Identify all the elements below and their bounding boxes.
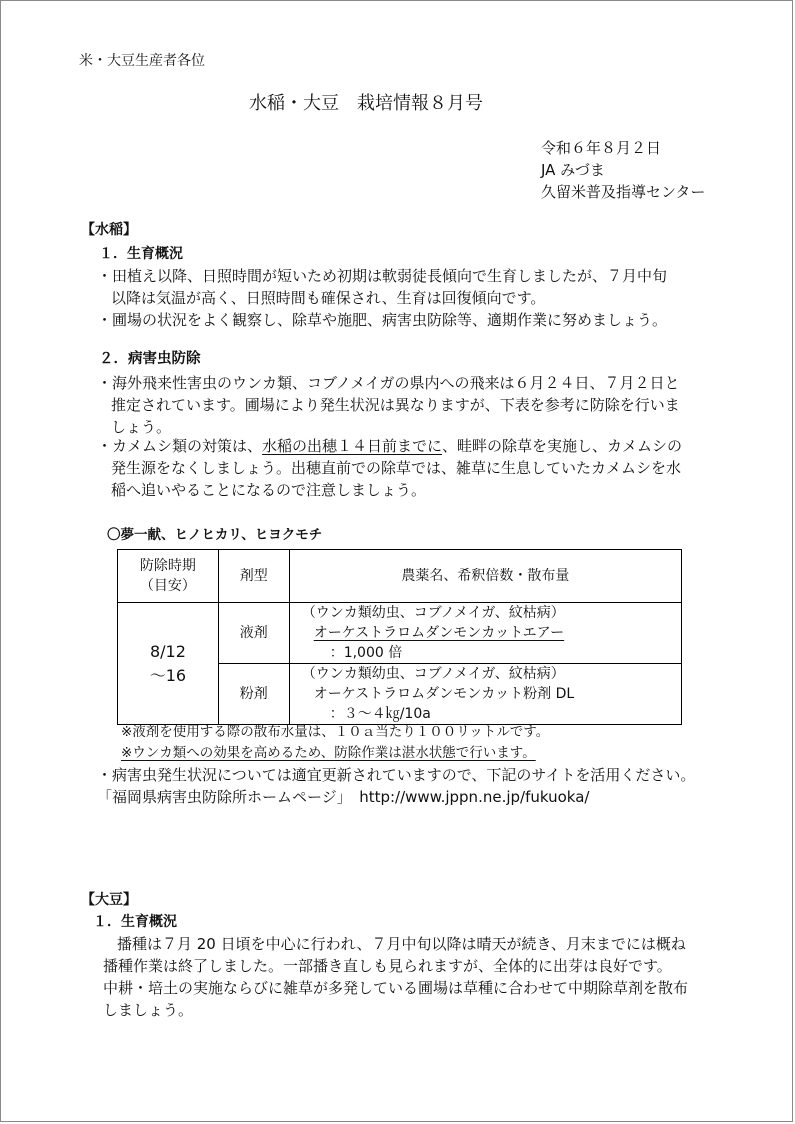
target-text: （ウンカ類幼虫、コブノメイガ、紋枯病） — [301, 605, 565, 621]
rate-text: ：３～４㎏/10a — [329, 706, 431, 722]
variety-label: 〇夢一献、ヒノヒカリ、ヒヨクモチ — [107, 527, 323, 543]
table-header-row — [118, 550, 682, 603]
rice-pest-line: ・海外飛来性害虫のウンカ類、コブノメイガの県内への飛来は６月２４日、７月２日と — [97, 374, 680, 392]
soy-growth-line: 中耕・培土の実施ならびに雑草が多発している圃場は草種に合わせて中期除草剤を散布 — [103, 979, 689, 997]
underlined-text: 水稲の出穂１４日前までに — [262, 437, 443, 455]
rice-pest-line: 発生源をなくしましょう。出穂直前での除草では、雑草に生息していたカメムシを水 — [111, 459, 682, 477]
pesticide-cell — [289, 603, 681, 664]
pesticide-cell — [289, 664, 681, 725]
page-title: 水稲・大豆 栽培情報８月号 — [249, 93, 483, 114]
soy-growth-heading: １．生育概況 — [93, 914, 177, 930]
rice-pest-line — [97, 435, 682, 457]
target-text: （ウンカ類幼虫、コブノメイガ、紋枯病） — [301, 666, 565, 682]
type-cell: 液剤 — [218, 603, 289, 664]
table-note: ※ウンカ類への効果を高めるため、防除作業は湛水状態で行います。 — [121, 745, 536, 761]
issue-date: 令和６年８月２日 — [541, 139, 662, 157]
issuer-center: 久留米普及指導センター — [541, 183, 706, 201]
addressee: 米・大豆生産者各位 — [79, 53, 205, 69]
header-cell: 剤型 — [218, 550, 289, 603]
rice-pest-line: 稲へ追いやることになるので注意しましょう。 — [111, 481, 427, 499]
period-cell — [118, 603, 219, 725]
soy-growth-line: しましょう。 — [103, 1001, 194, 1019]
rice-pest-heading: ２．病害虫防除 — [99, 351, 201, 367]
header-text: 防除時期 — [139, 558, 196, 574]
soy-heading: 【大豆】 — [81, 892, 137, 908]
issuer-org: JA みづま — [541, 161, 605, 179]
rice-pest-line: しょう。 — [111, 418, 172, 436]
info-line: ・病害虫発生状況については適宜更新されていますので、下記のサイトを活用ください。 — [97, 766, 696, 784]
period-text: 8/12 — [149, 641, 186, 661]
rate-text: ：1,000 倍 — [329, 645, 403, 661]
header-cell — [118, 550, 219, 603]
rice-growth-line: 以降は気温が高く、日照時間も確保され、生育は回復傾向です。 — [111, 289, 546, 307]
soy-growth-line: 播種作業は終了しました。一部播き直しも見られますが、全体的に出芽は良好です。 — [103, 957, 672, 975]
pesticide-table — [117, 549, 682, 725]
rice-heading: 【水稲】 — [81, 222, 137, 238]
header-cell: 農薬名、希釈倍数・散布量 — [289, 550, 681, 603]
period-text: ～16 — [149, 665, 187, 685]
table-note: ※液剤を使用する際の散布水量は、１０ａ当たり１００リットルです。 — [121, 724, 550, 740]
header-text: （目安） — [139, 578, 196, 594]
text-span: 、畦畔の除草を実施し、カメムシの — [442, 437, 683, 455]
type-cell: 粉剤 — [218, 664, 289, 725]
info-line: 「福岡県病害虫防除所ホームページ」 http://www.jppn.ne.jp/fukuoka/ — [97, 788, 590, 806]
table-row — [118, 603, 682, 664]
rice-pest-line: 推定されています。圃場により発生状況は異なりますが、下表を参考に防除を行いま — [111, 396, 680, 414]
pesticide-name: オーケストラロムダンモンカット粉剤 DL — [313, 686, 575, 702]
pesticide-name: オーケストラロムダンモンカットエアー — [313, 625, 565, 641]
text-span: ・カメムシ類の対策は、 — [97, 437, 263, 455]
rice-growth-heading: １．生育概況 — [99, 246, 183, 262]
soy-growth-line: 播種は７月 20 日頃を中心に行われ、７月中旬以降は晴天が続き、月末までには概ね — [117, 935, 686, 953]
rice-growth-line: ・田植え以降、日照時間が短いため初期は軟弱徒長傾向で生育しましたが、７月中旬 — [97, 267, 668, 285]
rice-growth-line: ・圃場の状況をよく観察し、除草や施肥、病害虫防除等、適期作業に努めましょう。 — [97, 311, 668, 329]
